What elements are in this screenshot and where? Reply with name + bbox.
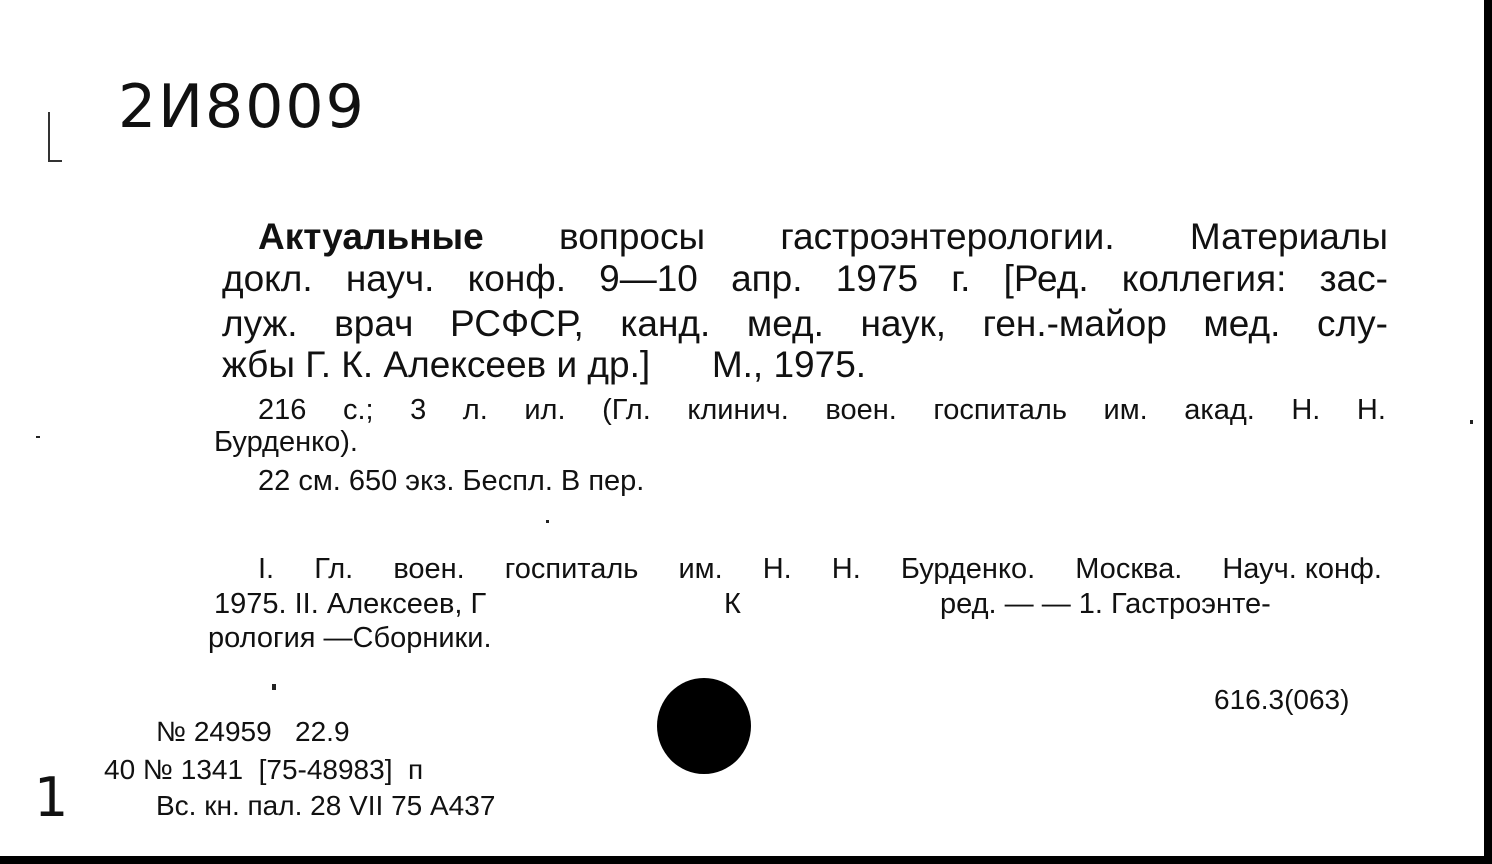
description-word: воен. [825,394,897,426]
tracings-line-2-mid: К [724,588,741,620]
description-word: акад. [1184,394,1255,426]
title-word: науч. [345,258,435,299]
title-word: докл. [222,258,313,299]
title-line-2 [222,259,1388,299]
title-word: 1975 [835,258,919,299]
ink-speck [546,520,549,523]
description-word: л. [462,394,488,426]
title-word: мед. [746,303,824,344]
footer-line-3: Вс. кн. пал. 28 VII 75 А437 [156,790,496,821]
description-word: 216 [258,394,307,426]
description-word: Н. [1291,394,1321,426]
title-word: гастроэнтерологии. [780,216,1115,257]
ink-speck [272,684,276,690]
title-word: наук, [860,303,947,344]
description-line-3: 22 см. 650 экз. Беспл. В пер. [258,465,645,497]
title-line-4: жбы Г. К. Алексеев и др.] М., 1975. [222,344,867,385]
punch-hole [657,678,751,774]
title-word: вопросы [558,216,706,257]
tracings-line-2-left: 1975. II. Алексеев, Г [214,588,487,620]
title-word: врач [334,303,414,344]
title-word: зас- [1319,258,1388,299]
footer-line-1: № 24959 22.9 [156,716,350,747]
description-line-2: Бурденко). [214,426,358,458]
description-word: клинич. [687,394,789,426]
description-word: с.; [342,394,374,426]
title-word: коллегия: [1121,258,1287,299]
ink-speck [36,436,40,438]
title-word: конф. [467,258,566,299]
tracings-line-2-right: ред. — — 1. Гастроэнте- [940,588,1271,620]
description-word: госпиталь [933,394,1067,426]
title-word: апр. [731,258,803,299]
title-line-3 [222,304,1388,344]
tracings-line-3: рология —Сборники. [208,622,492,654]
title-word: Актуальные [258,216,484,257]
title-word: РСФСР, [449,303,584,344]
scan-border-bottom [0,856,1492,864]
tracing-word: Науч. конф. [1222,553,1382,585]
handwritten-number: 2И8009 [118,72,366,142]
tracing-word: им. [678,553,723,585]
pencil-tick-mark [48,112,62,162]
title-word: луж. [222,303,298,344]
title-line-1 [258,217,1388,257]
title-word: мед. [1203,303,1281,344]
classification-number: 616.3(063) [1214,684,1350,715]
tracing-word: Бурденко. [900,553,1036,585]
title-word: [Ред. [1003,258,1089,299]
scan-border-right [1484,0,1492,864]
tracing-word: I. [258,553,275,585]
title-word: г. [951,258,971,299]
description-word: им. [1103,394,1148,426]
description-line-1 [258,394,1386,426]
description-word: Н. [1356,394,1386,426]
title-word: ген.-майор [982,303,1167,344]
description-word: ил. [524,394,566,426]
title-word: канд. [620,303,711,344]
title-word: слу- [1317,303,1388,344]
title-word: 9—10 [599,258,698,299]
description-word: 3 [410,394,427,426]
tracing-word: Гл. [314,553,354,585]
description-word: (Гл. [602,394,651,426]
tracing-word: Н. [831,553,861,585]
tracing-word: госпиталь [504,553,639,585]
footer-line-2: 40 № 1341 [75-48983] п [104,754,424,785]
tracings-line-1 [258,553,1382,585]
ink-speck [1470,420,1473,424]
tracing-word: Москва. [1075,553,1183,585]
tracing-word: воен. [393,553,465,585]
handwritten-mark: 1 [34,766,69,829]
tracing-word: Н. [762,553,792,585]
title-word: Материалы [1189,216,1388,257]
